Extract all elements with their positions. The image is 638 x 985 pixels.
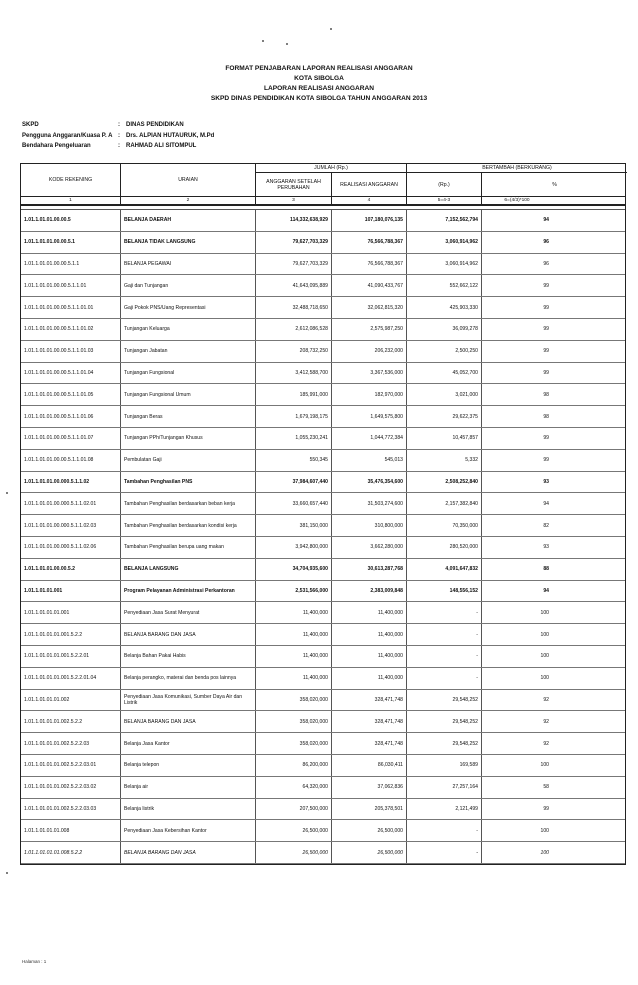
cell-anggaran: 1,055,230,241	[256, 428, 332, 449]
cell-kode: 1.01.1.01.01.00.00.5.1.1.01.08	[21, 450, 121, 471]
cell-anggaran: 26,500,000	[256, 842, 332, 863]
cell-realisasi: 11,400,000	[332, 624, 407, 645]
table-row	[21, 755, 625, 777]
cell-kode: 1.01.1.01.01.00.000.5.1.1.02	[21, 472, 121, 493]
table-row	[21, 559, 625, 581]
cell-uraian: Belanja Jasa Kantor	[121, 733, 256, 754]
table-row	[21, 668, 625, 690]
cell-pct: 92	[543, 696, 549, 703]
table-row	[21, 428, 625, 450]
cell-selisih: 2,157,382,840	[407, 493, 482, 514]
cell-realisasi: 328,471,748	[332, 711, 407, 732]
meta-sep: :	[118, 132, 120, 139]
cell-realisasi: 11,400,000	[332, 602, 407, 623]
cell-kode: 1.01.1.01.01.01.002.5.2.2.03.02	[21, 777, 121, 798]
scan-speck	[286, 43, 288, 45]
column-number: 3	[256, 197, 332, 205]
cell-anggaran: 2,612,086,528	[256, 319, 332, 340]
cell-anggaran: 381,150,000	[256, 515, 332, 536]
cell-kode: 1.01.1.01.01.00.00.5.1.1.01.01	[21, 297, 121, 318]
cell-uraian: Tambahan Penghasilan berupa uang makan	[121, 537, 256, 558]
cell-kode: 1.01.1.01.01.00.00.5.1.1.01.04	[21, 363, 121, 384]
cell-anggaran: 34,704,935,600	[256, 559, 332, 580]
table-row	[21, 384, 625, 406]
budget-realization-table	[20, 163, 626, 865]
report-title-line: SKPD DINAS PENDIDIKAN KOTA SIBOLGA TAHUN ANGGARAN 2013	[210, 95, 428, 102]
cell-pct: 99	[543, 326, 549, 333]
table-row	[21, 820, 625, 842]
header-bertambah: BERTAMBAH (BERKURANG)	[407, 164, 627, 173]
cell-selisih: 2,500,250	[407, 341, 482, 362]
cell-pct: 100	[540, 762, 549, 769]
cell-pct: 99	[543, 282, 549, 289]
column-number: 1	[21, 197, 121, 205]
cell-selisih: -	[407, 646, 482, 667]
table-row	[21, 363, 625, 385]
cell-selisih: -	[407, 624, 482, 645]
cell-realisasi: 11,400,000	[332, 646, 407, 667]
table-row	[21, 777, 625, 799]
cell-selisih: 7,152,562,794	[407, 210, 482, 231]
cell-realisasi: 107,180,076,135	[332, 210, 407, 231]
cell-uraian: BELANJA BARANG DAN JASA	[121, 711, 256, 732]
cell-anggaran: 11,400,000	[256, 624, 332, 645]
cell-uraian: BELANJA TIDAK LANGSUNG	[121, 232, 256, 253]
meta-value: Drs. ALPIAN HUTAURUK, M.Pd	[126, 132, 215, 139]
cell-realisasi: 1,649,575,800	[332, 406, 407, 427]
cell-kode: 1.01.1.01.01.00.000.5.1.1.02.03	[21, 515, 121, 536]
cell-pct: 99	[543, 369, 549, 376]
cell-kode: 1.01.1.01.01.01.008	[21, 820, 121, 841]
column-number: 4	[332, 197, 407, 205]
meta-value: RAHMAD ALI SITOMPUL	[126, 143, 197, 149]
table-row	[21, 254, 625, 276]
cell-uraian: Tunjangan Fungsional Umum	[121, 384, 256, 405]
cell-pct: 100	[540, 631, 549, 638]
cell-pct: 92	[543, 740, 549, 747]
cell-pct: 100	[540, 827, 549, 834]
cell-anggaran: 11,400,000	[256, 668, 332, 689]
cell-pct: 94	[543, 500, 549, 507]
cell-pct: 96	[543, 239, 549, 246]
meta-sep: :	[118, 122, 120, 128]
meta-value: DINAS PENDIDIKAN	[126, 122, 184, 128]
cell-selisih: 29,548,252	[407, 711, 482, 732]
cell-anggaran: 358,020,000	[256, 733, 332, 754]
cell-kode: 1.01.1.01.01.00.00.5.1.1.01.06	[21, 406, 121, 427]
cell-anggaran: 79,627,703,329	[256, 232, 332, 253]
cell-uraian: Belanja perangko, materai dan benda pos lainnya	[121, 668, 256, 689]
table-row	[21, 232, 625, 254]
cell-uraian: Belanja telepon	[121, 755, 256, 776]
scan-speck	[6, 492, 8, 494]
cell-pct: 96	[543, 260, 549, 267]
cell-realisasi: 2,383,009,848	[332, 581, 407, 602]
cell-anggaran: 358,020,000	[256, 711, 332, 732]
cell-selisih: 3,060,914,962	[407, 232, 482, 253]
table-row	[21, 493, 625, 515]
cell-anggaran: 11,400,000	[256, 646, 332, 667]
column-number: 5=4-3	[407, 197, 482, 205]
cell-selisih: 552,662,122	[407, 275, 482, 296]
cell-pct: 93	[543, 478, 549, 485]
cell-kode: 1.01.1.01.01.01.008.5.2.2	[21, 842, 121, 863]
cell-uraian: Tunjangan Jabatan	[121, 341, 256, 362]
cell-uraian: BELANJA LANGSUNG	[121, 559, 256, 580]
cell-kode: 1.01.1.01.01.00.00.5.2	[21, 559, 121, 580]
cell-realisasi: 26,500,000	[332, 820, 407, 841]
cell-selisih: 29,548,252	[407, 733, 482, 754]
header-jumlah-group	[256, 164, 407, 196]
cell-uraian: Tunjangan Keluarga	[121, 319, 256, 340]
header-jumlah: JUMLAH (Rp.)	[256, 164, 406, 173]
cell-uraian: Tunjangan Fungsional	[121, 363, 256, 384]
report-meta	[22, 120, 214, 152]
report-title-line: LAPORAN REALISASI ANGGARAN	[263, 85, 375, 92]
table-row	[21, 275, 625, 297]
cell-realisasi: 41,090,433,767	[332, 275, 407, 296]
cell-uraian: Belanja air	[121, 777, 256, 798]
cell-kode: 1.01.1.01.01.00.00.5.1.1.01.03	[21, 341, 121, 362]
cell-anggaran: 86,200,000	[256, 755, 332, 776]
cell-kode: 1.01.1.01.01.01.002.5.2.2	[21, 711, 121, 732]
cell-kode: 1.01.1.01.01.01.002.5.2.2.03	[21, 733, 121, 754]
cell-anggaran: 37,984,607,440	[256, 472, 332, 493]
meta-row	[22, 141, 214, 152]
cell-selisih: 36,099,278	[407, 319, 482, 340]
cell-realisasi: 30,613,287,768	[332, 559, 407, 580]
cell-anggaran: 79,627,703,329	[256, 254, 332, 275]
cell-uraian: Penyediaan Jasa Surat Menyurat	[121, 602, 256, 623]
cell-selisih: 10,457,857	[407, 428, 482, 449]
header-pct: %	[552, 181, 557, 188]
cell-pct: 99	[543, 435, 549, 442]
cell-selisih: 2,121,499	[407, 799, 482, 820]
cell-realisasi: 76,566,788,367	[332, 254, 407, 275]
cell-realisasi: 3,367,536,000	[332, 363, 407, 384]
column-number-row	[21, 197, 625, 206]
cell-uraian: Gaji dan Tunjangan	[121, 275, 256, 296]
table-row	[21, 602, 625, 624]
table-row	[21, 537, 625, 559]
cell-selisih: -	[407, 602, 482, 623]
cell-uraian: Belanja Bahan Pakai Habis	[121, 646, 256, 667]
cell-anggaran: 114,332,638,929	[256, 210, 332, 231]
cell-selisih: 169,589	[407, 755, 482, 776]
cell-pct: 100	[540, 675, 549, 682]
cell-uraian: Gaji Pokok PNS/Uang Representasi	[121, 297, 256, 318]
table-row	[21, 406, 625, 428]
cell-kode: 1.01.1.01.01.00.00.5.1.1.01.05	[21, 384, 121, 405]
cell-kode: 1.01.1.01.01.00.00.5.1.1.01.07	[21, 428, 121, 449]
cell-realisasi: 35,476,354,600	[332, 472, 407, 493]
cell-kode: 1.01.1.01.01.00.00.5.1.1.01	[21, 275, 121, 296]
table-row	[21, 842, 625, 864]
column-number: 2	[121, 197, 256, 205]
cell-uraian: Tambahan Penghasilan berdasarkan beban kerja	[121, 493, 256, 514]
cell-realisasi: 328,471,748	[332, 733, 407, 754]
cell-pct: 99	[543, 348, 549, 355]
cell-anggaran: 550,345	[256, 450, 332, 471]
cell-pct: 94	[543, 587, 549, 594]
cell-realisasi: 31,503,274,600	[332, 493, 407, 514]
report-title-line: KOTA SIBOLGA	[294, 75, 344, 82]
cell-selisih: 3,060,914,962	[407, 254, 482, 275]
cell-kode: 1.01.1.01.01.01.002.5.2.2.03.01	[21, 755, 121, 776]
cell-realisasi: 206,232,000	[332, 341, 407, 362]
cell-realisasi: 26,500,000	[332, 842, 407, 863]
cell-anggaran: 208,732,250	[256, 341, 332, 362]
cell-kode: 1.01.1.01.01.01.001.5.2.2	[21, 624, 121, 645]
cell-kode: 1.01.1.01.01.00.000.5.1.1.02.01	[21, 493, 121, 514]
cell-realisasi: 182,970,000	[332, 384, 407, 405]
cell-kode: 1.01.1.01.01.00.000.5.1.1.02.06	[21, 537, 121, 558]
cell-realisasi: 3,662,280,000	[332, 537, 407, 558]
cell-realisasi: 32,062,815,320	[332, 297, 407, 318]
table-row	[21, 581, 625, 603]
cell-pct: 82	[543, 522, 549, 529]
table-body	[21, 210, 625, 864]
cell-uraian: Tambahan Penghasilan berdasarkan kondisi kerja	[121, 515, 256, 536]
table-row	[21, 799, 625, 821]
cell-realisasi: 2,575,987,250	[332, 319, 407, 340]
cell-pct: 58	[543, 784, 549, 791]
cell-pct: 98	[543, 413, 549, 420]
cell-anggaran: 1,679,198,175	[256, 406, 332, 427]
cell-kode: 1.01.1.01.01.01.002	[21, 690, 121, 711]
cell-anggaran: 41,643,095,889	[256, 275, 332, 296]
cell-selisih: 27,257,164	[407, 777, 482, 798]
cell-selisih: -	[407, 668, 482, 689]
cell-realisasi: 76,566,788,367	[332, 232, 407, 253]
table-row	[21, 711, 625, 733]
table-row	[21, 733, 625, 755]
table-row	[21, 341, 625, 363]
scan-speck	[330, 28, 332, 30]
header-kode: KODE REKENING	[21, 164, 121, 196]
cell-pct: 100	[540, 849, 549, 856]
cell-selisih: 3,021,000	[407, 384, 482, 405]
scan-speck	[262, 40, 264, 42]
cell-uraian: BELANJA BARANG DAN JASA	[121, 624, 256, 645]
cell-pct: 88	[543, 566, 549, 573]
cell-kode: 1.01.1.01.01.01.001	[21, 602, 121, 623]
cell-realisasi: 205,378,501	[332, 799, 407, 820]
cell-selisih: 4,091,647,832	[407, 559, 482, 580]
cell-anggaran: 11,400,000	[256, 602, 332, 623]
table-row	[21, 450, 625, 472]
cell-realisasi: 545,013	[332, 450, 407, 471]
cell-uraian: Penyediaan Jasa Kebersihan Kantor	[121, 820, 256, 841]
cell-pct: 92	[543, 718, 549, 725]
cell-selisih: 70,350,000	[407, 515, 482, 536]
cell-anggaran: 2,531,566,000	[256, 581, 332, 602]
cell-uraian: BELANJA PEGAWAI	[121, 254, 256, 275]
cell-selisih: -	[407, 820, 482, 841]
meta-row	[22, 120, 214, 131]
cell-anggaran: 26,500,000	[256, 820, 332, 841]
cell-pct: 100	[540, 609, 549, 616]
scan-speck	[6, 872, 8, 874]
cell-selisih: 5,332	[407, 450, 482, 471]
meta-label: SKPD	[22, 122, 39, 128]
cell-pct: 98	[543, 391, 549, 398]
meta-row	[22, 131, 214, 142]
cell-realisasi: 86,030,411	[332, 755, 407, 776]
cell-anggaran: 207,500,000	[256, 799, 332, 820]
cell-kode: 1.01.1.01.01.00.00.5.1.1	[21, 254, 121, 275]
cell-pct: 93	[543, 544, 549, 551]
cell-kode: 1.01.1.01.01.01.002.5.2.2.03.03	[21, 799, 121, 820]
cell-selisih: 2,508,252,840	[407, 472, 482, 493]
cell-anggaran: 185,991,000	[256, 384, 332, 405]
cell-uraian: Tunjangan PPh/Tunjangan Khusus	[121, 428, 256, 449]
cell-anggaran: 64,320,000	[256, 777, 332, 798]
cell-kode: 1.01.1.01.01.00.00.5.1.1.01.02	[21, 319, 121, 340]
cell-kode: 1.01.1.01.01.001	[21, 581, 121, 602]
cell-anggaran: 33,660,657,440	[256, 493, 332, 514]
cell-kode: 1.01.1.01.01.00.00.5	[21, 210, 121, 231]
report-title-line: FORMAT PENJABARAN LAPORAN REALISASI ANGGARAN	[225, 65, 413, 72]
cell-anggaran: 3,942,800,000	[256, 537, 332, 558]
cell-selisih: 45,052,700	[407, 363, 482, 384]
table-row	[21, 297, 625, 319]
table-row	[21, 472, 625, 494]
table-row	[21, 624, 625, 646]
table-row	[21, 515, 625, 537]
cell-selisih: 280,520,000	[407, 537, 482, 558]
report-title-block	[0, 64, 638, 104]
cell-pct: 99	[543, 805, 549, 812]
cell-uraian: Pembulatan Gaji	[121, 450, 256, 471]
cell-uraian: Belanja listrik	[121, 799, 256, 820]
page-number: Halaman : 1	[22, 959, 47, 964]
header-realisasi: REALISASI ANGGARAN	[340, 181, 398, 188]
cell-selisih: 29,622,375	[407, 406, 482, 427]
cell-selisih: -	[407, 842, 482, 863]
header-rp: (Rp.)	[407, 173, 482, 196]
cell-realisasi: 1,044,772,384	[332, 428, 407, 449]
cell-uraian: Penyediaan Jasa Komunikasi, Sumber Daya Air dan Listrik	[121, 690, 256, 711]
cell-kode: 1.01.1.01.01.00.00.5.1	[21, 232, 121, 253]
column-number: 6=(4/3)*100	[504, 198, 530, 203]
cell-selisih: 425,903,330	[407, 297, 482, 318]
cell-pct: 100	[540, 653, 549, 660]
header-bertambah-group	[407, 164, 627, 196]
cell-uraian: Program Pelayanan Administrasi Perkantoran	[121, 581, 256, 602]
cell-anggaran: 32,488,718,650	[256, 297, 332, 318]
cell-pct: 99	[543, 457, 549, 464]
meta-label: Pengguna Anggaran/Kuasa P. A	[22, 132, 113, 139]
cell-selisih: 148,556,152	[407, 581, 482, 602]
cell-pct: 94	[543, 217, 549, 224]
cell-anggaran: 3,412,588,700	[256, 363, 332, 384]
cell-kode: 1.01.1.01.01.01.001.5.2.2.01	[21, 646, 121, 667]
cell-realisasi: 310,800,000	[332, 515, 407, 536]
header-anggaran: ANGGARAN SETELAH PERUBAHAN	[256, 173, 332, 196]
header-uraian: URAIAN	[121, 164, 256, 196]
meta-sep: :	[118, 143, 120, 149]
table-row	[21, 646, 625, 668]
cell-realisasi: 37,062,836	[332, 777, 407, 798]
meta-label: Bendahara Pengeluaran	[22, 143, 91, 149]
cell-anggaran: 358,020,000	[256, 690, 332, 711]
cell-kode: 1.01.1.01.01.01.001.5.2.2.01.04	[21, 668, 121, 689]
cell-uraian: Tambahan Penghasilan PNS	[121, 472, 256, 493]
cell-realisasi: 328,471,748	[332, 690, 407, 711]
table-row	[21, 210, 625, 232]
cell-pct: 99	[543, 304, 549, 311]
table-header	[21, 164, 625, 197]
cell-uraian: BELANJA BARANG DAN JASA	[121, 842, 256, 863]
cell-realisasi: 11,400,000	[332, 668, 407, 689]
table-row	[21, 319, 625, 341]
cell-selisih: 29,548,252	[407, 690, 482, 711]
cell-uraian: Tunjangan Beras	[121, 406, 256, 427]
table-row	[21, 690, 625, 712]
cell-uraian: BELANJA DAERAH	[121, 210, 256, 231]
